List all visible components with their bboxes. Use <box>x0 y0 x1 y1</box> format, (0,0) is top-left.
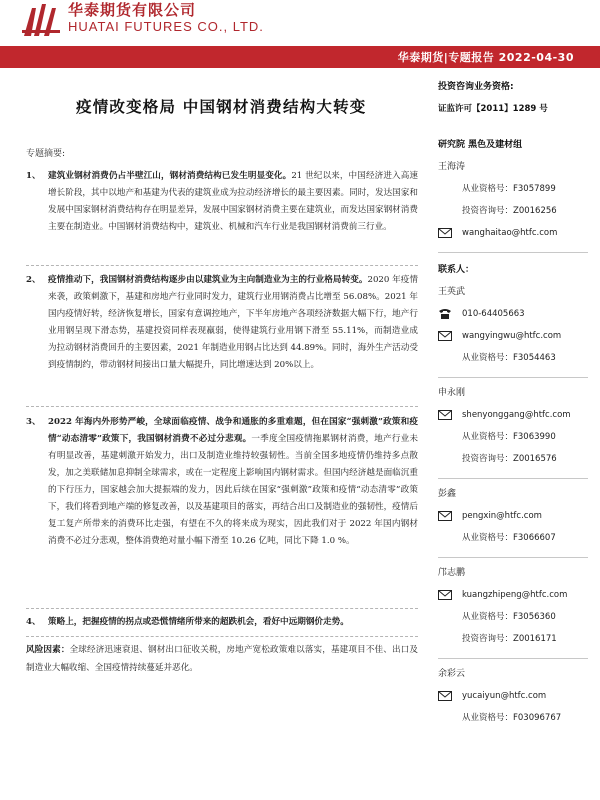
info-row[interactable] <box>438 404 598 426</box>
email-link[interactable]: shenyonggang@htfc.com <box>462 410 571 420</box>
contact-name: 邝志鹏 <box>438 568 466 578</box>
analyst-card <box>438 160 598 253</box>
contact-card <box>438 285 598 378</box>
contact-card <box>438 667 598 729</box>
paragraph-text: 2020 年疫情来袭，政策刺激下，基建和房地产行业同时发力，建筑行业用钢消费占比增至 56.08%。2021 年国内疫情好转，经济恢复增长，国家有意调控地产，下半年房地产各项经济数据大幅下行，地产行业用钢呈现下滑态势，基建投资同样表现羸弱，使得建筑行业用钢下滑至 55.11%，而制造业成为拉动钢材消费回升的主要因素，2021 年制造业用钢占比达到 44.89%。同时，海外生产活动受到疫情制约，带动钢材间接出口量大幅提升，同比增速达到 20%以上。 <box>48 275 418 370</box>
info-row <box>438 707 598 729</box>
divider <box>438 377 588 378</box>
summary-paragraph-4 <box>26 614 418 631</box>
contact-name: 彭鑫 <box>438 489 457 499</box>
paragraph-number: 3、 <box>26 417 41 427</box>
paragraph-divider <box>26 406 418 407</box>
info-row[interactable] <box>438 685 598 707</box>
contact-card <box>438 487 598 558</box>
risk-label: 风险因素： <box>26 645 70 655</box>
consulting-number: 投资咨询号：Z0016171 <box>462 634 557 644</box>
phone-icon <box>438 308 452 320</box>
huatai-logo-icon <box>22 2 62 38</box>
qualification-number: 从业资格号：F03096767 <box>462 713 562 723</box>
info-row[interactable] <box>438 325 598 347</box>
qualification-title: 投资咨询业务资格: <box>438 82 514 92</box>
analyst-name: 王海涛 <box>438 162 466 172</box>
report-type-date: 华泰期货|专题报告 2022-04-30 <box>397 51 574 64</box>
consulting-number: 投资咨询号：Z0016576 <box>462 454 557 464</box>
info-row[interactable] <box>438 584 598 606</box>
qualification-number: 从业资格号：F3057899 <box>462 184 556 194</box>
paragraph-number: 1、 <box>26 171 41 181</box>
divider <box>438 478 588 479</box>
info-row <box>438 527 598 549</box>
qualification-number: 从业资格号：F3056360 <box>462 612 556 622</box>
phone-number[interactable]: 010-64405663 <box>462 309 525 319</box>
email-link[interactable]: wanghaitao@htfc.com <box>462 228 558 238</box>
contact-name: 王英武 <box>438 287 466 297</box>
risk-factors <box>26 641 418 677</box>
email-link[interactable]: wangyingwu@htfc.com <box>462 331 562 341</box>
qualification-number: 从业资格号：F3066607 <box>462 533 556 543</box>
paragraph-divider <box>26 265 418 266</box>
team-title: 研究院 黑色及建材组 <box>438 140 523 150</box>
license-number: 证监许可【2011】1289 号 <box>438 104 548 114</box>
contact-name: 申永刚 <box>438 388 466 398</box>
analyst-sidebar <box>438 80 598 729</box>
summary-paragraph-2 <box>26 272 418 374</box>
paragraph-number: 4、 <box>26 617 41 627</box>
logo-english-name: HUATAI FUTURES CO., LTD. <box>68 19 264 34</box>
paragraph-lead: 建筑业钢材消费仍占半壁江山，钢材消费结构已发生明显变化。 <box>48 171 292 181</box>
divider <box>438 658 588 659</box>
company-logo <box>22 2 264 38</box>
paragraph-divider <box>26 608 418 609</box>
paragraph-number: 2、 <box>26 275 41 285</box>
envelope-icon <box>438 409 452 421</box>
summary-paragraph-1 <box>26 168 418 236</box>
email-link[interactable]: pengxin@htfc.com <box>462 511 542 521</box>
paragraph-lead: 2022 年海内外形势严峻，全球面临疫情、战争和通胀的多重难题，但在国家“强刺激”政策和疫情“动态清零”政策下，我国钢材消费不必过分悲观。 <box>48 417 418 444</box>
email-link[interactable]: yucaiyun@htfc.com <box>462 691 547 701</box>
contact-name: 余彩云 <box>438 669 466 679</box>
envelope-icon <box>438 589 452 601</box>
logo-chinese-name: 华泰期货有限公司 <box>68 1 197 19</box>
info-row[interactable] <box>438 303 598 325</box>
envelope-icon <box>438 227 452 239</box>
qualification-number: 从业资格号：F3063990 <box>462 432 556 442</box>
envelope-icon <box>438 330 452 342</box>
info-row <box>438 606 598 628</box>
info-row <box>438 426 598 448</box>
risk-text: 全球经济迅速衰退、钢材出口征收关税，房地产宽松政策难以落实，基建项目不佳、出口及制造业大幅收缩、全国疫情持续蔓延并恶化。 <box>26 645 418 673</box>
info-row <box>438 628 598 650</box>
info-row <box>438 448 598 470</box>
paragraph-divider <box>26 636 418 637</box>
contact-card <box>438 386 598 479</box>
paragraph-lead: 策略上，把握疫情的拐点或恐慌情绪所带来的超跌机会，看好中远期钢价走势。 <box>48 617 349 627</box>
paragraph-text: 21 世纪以来，中国经济进入高速增长阶段，其中以地产和基建为代表的建筑业成为拉动经济增长的最主要因素。同时，发达国家和发展中国家钢材消费结构存在明显差异，发展中国家钢材消费主要在建筑业，而发达国家钢材消费主要在制造业。中国钢材消费结构中，建筑业、机械和汽车行业是我国钢材消费前三行业。 <box>48 171 418 232</box>
envelope-icon <box>438 510 452 522</box>
email-link[interactable]: kuangzhipeng@htfc.com <box>462 590 568 600</box>
contact-card <box>438 566 598 659</box>
info-row <box>438 200 598 222</box>
report-title: 疫情改变格局 中国钢材消费结构大转变 <box>76 98 367 116</box>
page-header <box>0 0 600 64</box>
divider <box>438 252 588 253</box>
info-row <box>438 347 598 369</box>
summary-label: 专题摘要: <box>26 149 66 159</box>
paragraph-lead: 疫情推动下，我国钢材消费结构逐步由以建筑业为主向制造业为主的行业格局转变。 <box>48 275 368 285</box>
qualification-number: 从业资格号：F3054463 <box>462 353 556 363</box>
summary-paragraph-3 <box>26 414 418 550</box>
info-row[interactable] <box>438 505 598 527</box>
consulting-number: 投资咨询号：Z0016256 <box>462 206 557 216</box>
paragraph-text: 一季度全国疫情拖累钢材消费，地产行业未有明显改善，基建刺激开始发力，出口及制造业维持较强韧性。当前全国多地疫情仍维持多点散发，加之美联储加息抑制全球需求，或在一定程度上影响国内钢材需求。但国内经济越是面临沉重的下行压力，国家越会加大提振端的发力，因此后续在国家“强刺激”政策和疫情“动态清零”政策下，我们将看到地产端的修复改善，以及基建项目的落实，再结合出口及制造业的强韧性，疫情后复工复产所带来的消费环比走强，有望在不久的将来成为现实，因此我们对于 2022 年国内钢材消费不必过分悲观，整体消费绝对量小幅下滑至 10.26 亿吨，同比下降 1.0 %。 <box>48 434 418 546</box>
envelope-icon <box>438 690 452 702</box>
contact-title: 联系人： <box>438 265 475 275</box>
divider <box>438 557 588 558</box>
info-row[interactable] <box>438 222 598 244</box>
info-row <box>438 178 598 200</box>
